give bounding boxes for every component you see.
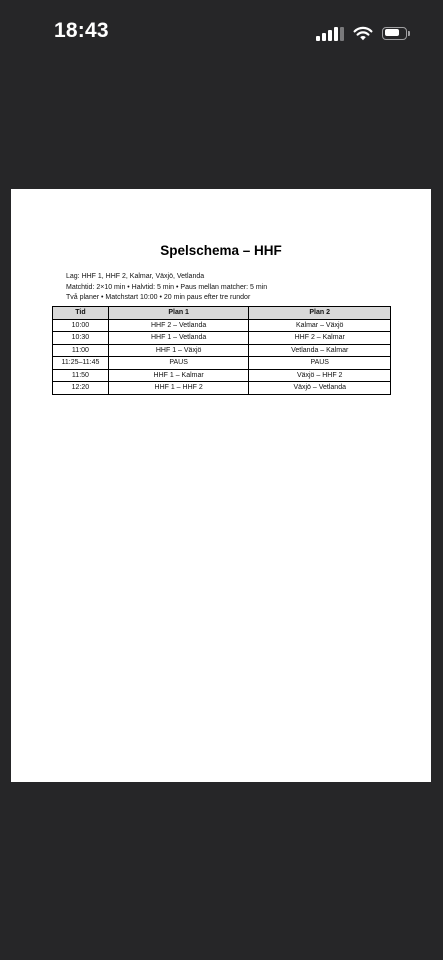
header-time: Tid — [53, 307, 109, 320]
document-title: Spelschema – HHF — [160, 243, 282, 258]
cell-plan-1: PAUS — [108, 357, 249, 370]
meta-match-time: Matchtid: 2×10 min • Halvtid: 5 min • Paus mellan matcher: 5 min — [66, 283, 268, 291]
table-row — [53, 332, 391, 345]
header-plan-2: Plan 2 — [249, 307, 391, 320]
header-plan-1: Plan 1 — [108, 307, 249, 320]
meta-fields-start: Två planer • Matchstart 10:00 • 20 min paus efter tre rundor — [66, 294, 251, 301]
cell-time: 12:20 — [53, 382, 109, 395]
table-header-row — [53, 307, 391, 320]
cell-plan-1: HHF 1 – Växjö — [108, 344, 249, 357]
cell-time: 10:30 — [53, 332, 109, 345]
cell-plan-2: Växjö – HHF 2 — [249, 369, 391, 382]
schedule-table — [52, 306, 391, 395]
table-row — [53, 357, 391, 370]
cell-plan-2: PAUS — [249, 357, 391, 370]
cell-plan-1: HHF 1 – Vetlanda — [108, 332, 249, 345]
cell-plan-2: Vetlanda – Kalmar — [249, 344, 391, 357]
cell-plan-2: Kalmar – Växjö — [249, 319, 391, 332]
status-icons — [316, 24, 407, 42]
cell-plan-2: HHF 2 – Kalmar — [249, 332, 391, 345]
status-bar — [0, 0, 443, 66]
status-time: 18:43 — [54, 19, 109, 42]
cell-time: 11:50 — [53, 369, 109, 382]
cell-plan-2: Växjö – Vetlanda — [249, 382, 391, 395]
table-row — [53, 319, 391, 332]
wifi-icon — [353, 26, 373, 41]
cell-time: 11:25–11:45 — [53, 357, 109, 370]
table-row — [53, 344, 391, 357]
cell-plan-1: HHF 2 – Vetlanda — [108, 319, 249, 332]
meta-teams: Lag: HHF 1, HHF 2, Kalmar, Växjö, Vetlanda — [66, 273, 205, 280]
cell-time: 11:00 — [53, 344, 109, 357]
cell-time: 10:00 — [53, 319, 109, 332]
cellular-signal-icon — [316, 26, 344, 41]
document-page[interactable] — [11, 189, 431, 782]
cell-plan-1: HHF 1 – HHF 2 — [108, 382, 249, 395]
battery-icon — [382, 27, 407, 40]
table-row — [53, 369, 391, 382]
cell-plan-1: HHF 1 – Kalmar — [108, 369, 249, 382]
document-meta — [66, 272, 267, 304]
table-row — [53, 382, 391, 395]
